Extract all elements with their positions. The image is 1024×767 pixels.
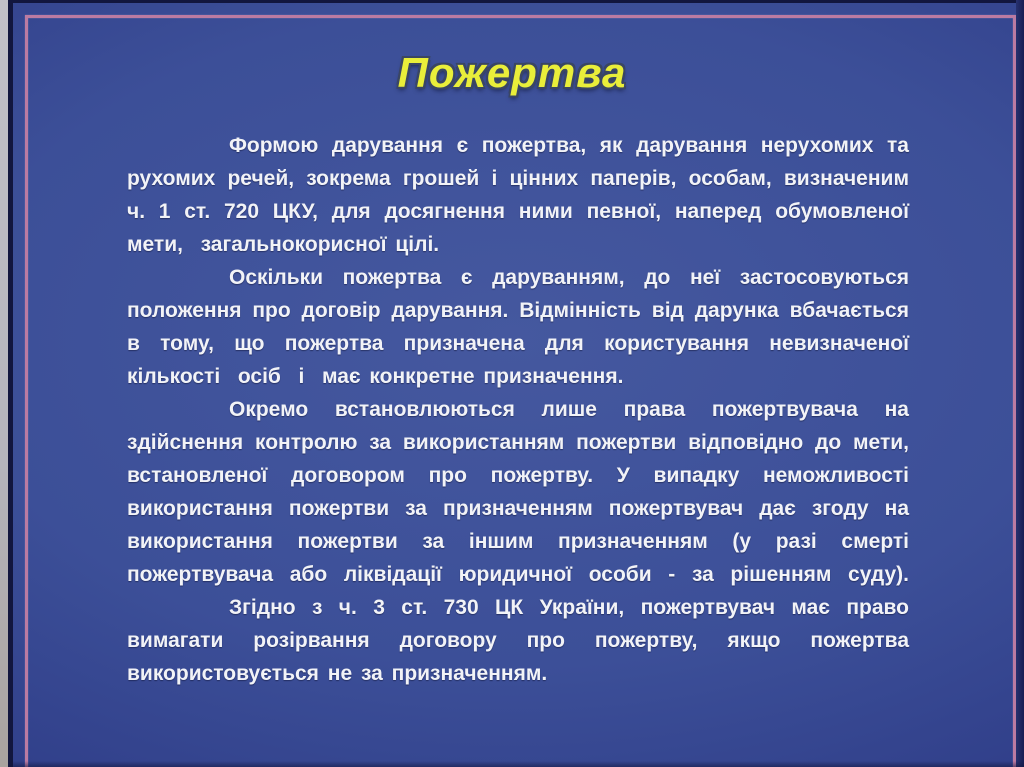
top-edge-line	[0, 0, 1024, 3]
text-line: здійснення контролю за використанням пожертви відповідно до мети,	[127, 431, 909, 454]
text-line: Формою дарування є пожертва, як дарування нерухомих та	[229, 134, 909, 157]
text-line: положення про договір дарування. Відмінність від дарунка вбачається	[127, 299, 909, 322]
text-line: в тому, що пожертва призначена для користування невизначеної	[127, 332, 909, 355]
text-line: використання пожертви за призначенням пожертвувач дає згоду на	[127, 497, 909, 520]
paragraph-2	[127, 261, 909, 393]
text-line: пожертвувача або ліквідації юридичної особи - за рішенням суду).	[127, 563, 909, 586]
text-line: Оскільки пожертва є даруванням, до неї застосовуються	[229, 266, 909, 289]
text-line: Згідно з ч. 3 ст. 730 ЦК України, пожертвувач має право	[229, 596, 909, 619]
bottom-edge-line	[0, 761, 1024, 767]
left-gray-strip	[0, 0, 8, 767]
text-line: кількості осіб і має конкретне призначення.	[127, 365, 624, 388]
text-line: використовується не за призначенням.	[127, 662, 548, 685]
slide-title: Пожертва	[397, 49, 627, 96]
paragraph-4	[127, 591, 909, 690]
text-line: встановленої договором про пожертву. У випадку неможливості	[127, 464, 909, 487]
paragraph-3	[127, 393, 909, 591]
text-line: використання пожертви за іншим призначенням (у разі смерті	[127, 530, 909, 553]
paragraph-1	[127, 129, 909, 261]
left-dark-line	[8, 0, 13, 767]
text-line: Окремо встановлюються лише права пожертвувача на	[229, 398, 909, 421]
slide-body	[127, 129, 909, 690]
text-line: ч. 1 ст. 720 ЦКУ, для досягнення ними певної, наперед обумовленої	[127, 200, 909, 223]
right-dark-edge	[1016, 0, 1024, 767]
text-line: вимагати розірвання договору про пожертву, якщо пожертва	[127, 629, 909, 652]
text-line: мети, загальнокорисної цілі.	[127, 233, 440, 256]
text-line: рухомих речей, зокрема грошей і цінних паперів, особам, визначеним	[127, 167, 909, 190]
